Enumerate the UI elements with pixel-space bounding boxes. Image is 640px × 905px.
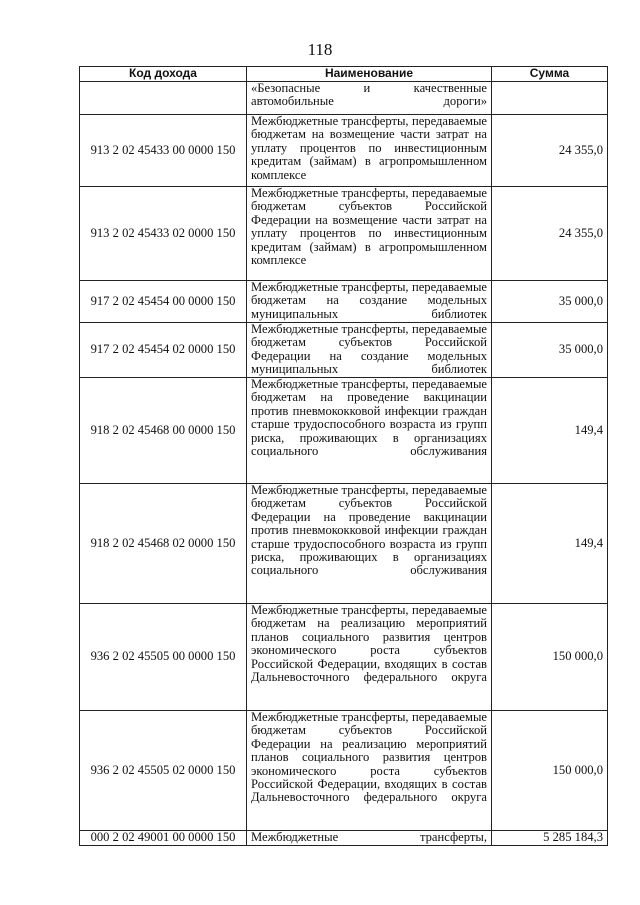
row-name: Межбюджетные трансферты, передаваемые бюджетам на проведение вакцинации против пневмококковой инфекции граждан старше трудоспособного возраста из групп риска, проживающих в организациях социального обслуживания: [247, 378, 492, 484]
row-code: 000 2 02 49001 00 0000 150: [80, 831, 247, 846]
row-name: Межбюджетные трансферты,: [247, 831, 492, 846]
table-row: [80, 831, 608, 846]
row-sum: 35 000,0: [492, 323, 608, 378]
row-name: Межбюджетные трансферты, передаваемые бюджетам субъектов Российской Федерации на проведение вакцинации против пневмококковой инфекции граждан старше трудоспособного возраста из групп риска, проживающих в организациях социального обслуживания: [247, 484, 492, 604]
row-code: 918 2 02 45468 00 0000 150: [80, 378, 247, 484]
row-code: 918 2 02 45468 02 0000 150: [80, 484, 247, 604]
row-code: 917 2 02 45454 02 0000 150: [80, 323, 247, 378]
table-row: [80, 187, 608, 281]
table-header-row: [80, 67, 608, 82]
row-sum: 149,4: [492, 484, 608, 604]
page-number: 118: [307, 40, 333, 59]
table-row: [80, 281, 608, 323]
row-sum: 150 000,0: [492, 711, 608, 831]
table-row: [80, 484, 608, 604]
row-name: Межбюджетные трансферты, передаваемые бюджетам субъектов Российской Федерации на создание модельных муниципальных библиотек: [247, 323, 492, 378]
row-sum: 149,4: [492, 378, 608, 484]
row-code: 936 2 02 45505 02 0000 150: [80, 711, 247, 831]
row-name: Межбюджетные трансферты, передаваемые бюджетам на возмещение части затрат на уплату процентов по инвестиционным кредитам (займам) в агропромышленном комплексе: [247, 115, 492, 187]
header-name: Наименование: [247, 67, 492, 82]
table-row: [80, 323, 608, 378]
row-code: 917 2 02 45454 00 0000 150: [80, 281, 247, 323]
row-name: Межбюджетные трансферты, передаваемые бюджетам субъектов Российской Федерации на возмещение части затрат на уплату процентов по инвестиционным кредитам (займам) в агропромышленном комплексе: [247, 187, 492, 281]
table-row: [80, 82, 608, 115]
row-name: Межбюджетные трансферты, передаваемые бюджетам на реализацию мероприятий планов социального развития центров экономического роста субъектов Российской Федерации, входящих в состав Дальневосточного федерального округа: [247, 604, 492, 711]
table-row: [80, 115, 608, 187]
row-sum: 24 355,0: [492, 115, 608, 187]
row-name: Межбюджетные трансферты, передаваемые бюджетам субъектов Российской Федерации на реализацию мероприятий планов социального развития центров экономического роста субъектов Российской Федерации, входящих в состав Дальневосточного федерального округа: [247, 711, 492, 831]
header-code: Код дохода: [80, 67, 247, 82]
row-name: Межбюджетные трансферты, передаваемые бюджетам на создание модельных муниципальных библиотек: [247, 281, 492, 323]
row-sum: [492, 82, 608, 115]
row-code: 936 2 02 45505 00 0000 150: [80, 604, 247, 711]
row-sum: 24 355,0: [492, 187, 608, 281]
row-code: [80, 82, 247, 115]
row-sum: 5 285 184,3: [492, 831, 608, 846]
row-code: 913 2 02 45433 02 0000 150: [80, 187, 247, 281]
row-sum: 150 000,0: [492, 604, 608, 711]
row-sum: 35 000,0: [492, 281, 608, 323]
header-sum: Сумма: [492, 67, 608, 82]
table-row: [80, 711, 608, 831]
table-row: [80, 378, 608, 484]
row-code: 913 2 02 45433 00 0000 150: [80, 115, 247, 187]
row-name: «Безопасные и качественные автомобильные дороги»: [247, 82, 492, 115]
revenue-table: [79, 66, 608, 846]
table-row: [80, 604, 608, 711]
